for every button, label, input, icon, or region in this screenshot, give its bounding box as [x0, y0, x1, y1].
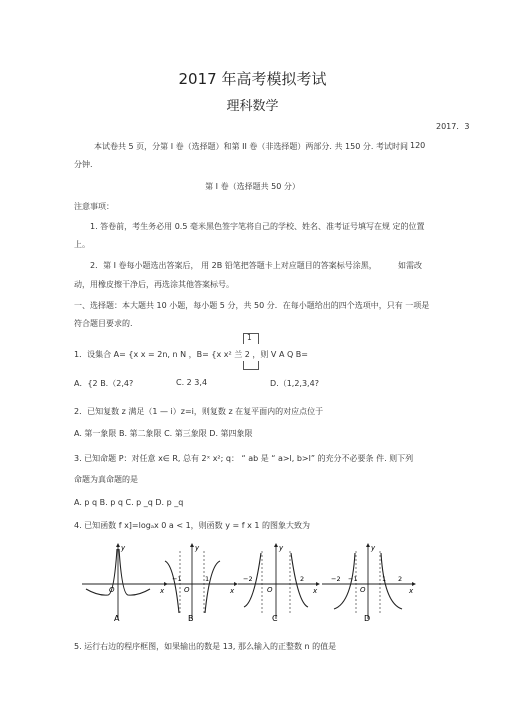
graph-d-pos2: 2: [398, 575, 403, 583]
graph-c: [236, 541, 322, 623]
graph-d-label: D: [364, 614, 371, 623]
graph-b-x: x: [230, 587, 235, 595]
graph-d-pos1: 1: [382, 575, 387, 583]
question-3-options: A. p q B. p q C. p _q D. p _q: [74, 498, 184, 507]
graph-c-x: x: [313, 587, 318, 595]
page-title: 2017 年高考模拟考试: [178, 70, 327, 88]
graph-c-pos2: 2: [300, 575, 305, 583]
graph-b-label: B: [188, 614, 194, 623]
note-1b: 上。: [74, 240, 90, 249]
graph-b-pos1: 1: [205, 575, 210, 583]
graph-b-y: y: [195, 544, 200, 552]
question-1-option-d: D.（1,2,3,4?: [270, 379, 319, 388]
graph-d-y: y: [371, 544, 376, 552]
section-heading-a: 一、选择题：本大题共 10 小题，每小题 5 分，共 50 分．在每小题给出的四个选项中，只有 一项是: [74, 301, 430, 310]
note-2a: 2．第 I 卷每小题选出答案后， 用 2B 铅笔把答题卡上对应题目的答案标号涂黑，: [90, 261, 377, 270]
graph-a-y: y: [121, 544, 126, 552]
part1-title: 第 I 卷（选择题共 50 分）: [205, 182, 300, 191]
graph-d-neg1: −1: [348, 575, 358, 583]
intro-time-value: 120: [410, 141, 426, 150]
q1-bracket-bottom: [243, 361, 259, 370]
section-heading-b: 符合题目要求的.: [74, 319, 133, 328]
question-2-options: A. 第一象限 B. 第二象限 C. 第三象限 D. 第四象限: [74, 429, 253, 438]
graph-d: [320, 541, 418, 623]
graph-d-origin: O: [360, 586, 366, 594]
graph-a-origin: O: [109, 586, 115, 594]
graph-b-neg1: −1: [172, 575, 182, 583]
note-1a: 1. 答卷前，考生务必用 0.5 毫米黑色签字笔将自己的学校、姓名、准考证号填写在规 定的位置: [90, 222, 425, 231]
notes-title: 注意事项：: [74, 202, 114, 211]
graph-a: [80, 541, 170, 623]
question-3-stem-a: 3. 已知命题 P：对任意 x∈ R, 总有 2ˣ x²; q： “ ab 是 “ a>l, b>l” 的充分不必要条 件. 则下列: [74, 454, 414, 463]
page-subtitle: 理科数学: [226, 99, 279, 114]
question-1-stem: 1．设集合 A= {x x = 2n, n N ，B= {x x² 兰 2 ，则 V A Q B=: [74, 350, 308, 359]
graph-b: [160, 541, 240, 623]
graph-a-label: A: [114, 614, 120, 623]
question-3-stem-b: 命题为真命题的是: [74, 475, 138, 484]
q1-frac-top: 1: [247, 333, 252, 342]
question-5-stem: 5. 运行右边的程序框图，如果输出的数是 13, 那么输入的正整数 n 的值是: [74, 642, 337, 651]
intro-line-2: 分钟.: [74, 160, 93, 169]
question-2-stem: 2．已知复数 z 满足（1 — i）z=i，则复数 z 在复平面内的对应点位于: [74, 407, 324, 416]
graph-c-neg2: −2: [243, 575, 253, 583]
graph-d-neg2: −2: [331, 575, 341, 583]
question-4-stem: 4. 已知函数 f x]=logₐx 0 a < 1，则函数 y = f x 1 的图象大致为: [74, 521, 310, 530]
intro-line-1: 本试卷共 5 页，分第 I 卷（选择题）和第 II 卷（非选择题）两部分. 共 150 分. 考试时间: [94, 142, 408, 151]
graph-c-label: C: [272, 614, 278, 623]
question-1-option-c: C. 2 3,4: [176, 378, 208, 387]
note-2b: 动，用橡皮擦干净后，再选涂其他答案标号。: [74, 280, 234, 289]
graph-a-x: x: [160, 587, 165, 595]
graph-b-origin: O: [184, 586, 190, 594]
graph-d-x: x: [409, 587, 414, 595]
note-2-tail: 如需改: [398, 261, 422, 270]
graph-c-origin: O: [267, 586, 273, 594]
exam-date: 2017．3: [436, 122, 470, 131]
question-1-option-ab: A．{2 B.（2,4?: [74, 379, 134, 388]
graph-c-y: y: [279, 544, 284, 552]
